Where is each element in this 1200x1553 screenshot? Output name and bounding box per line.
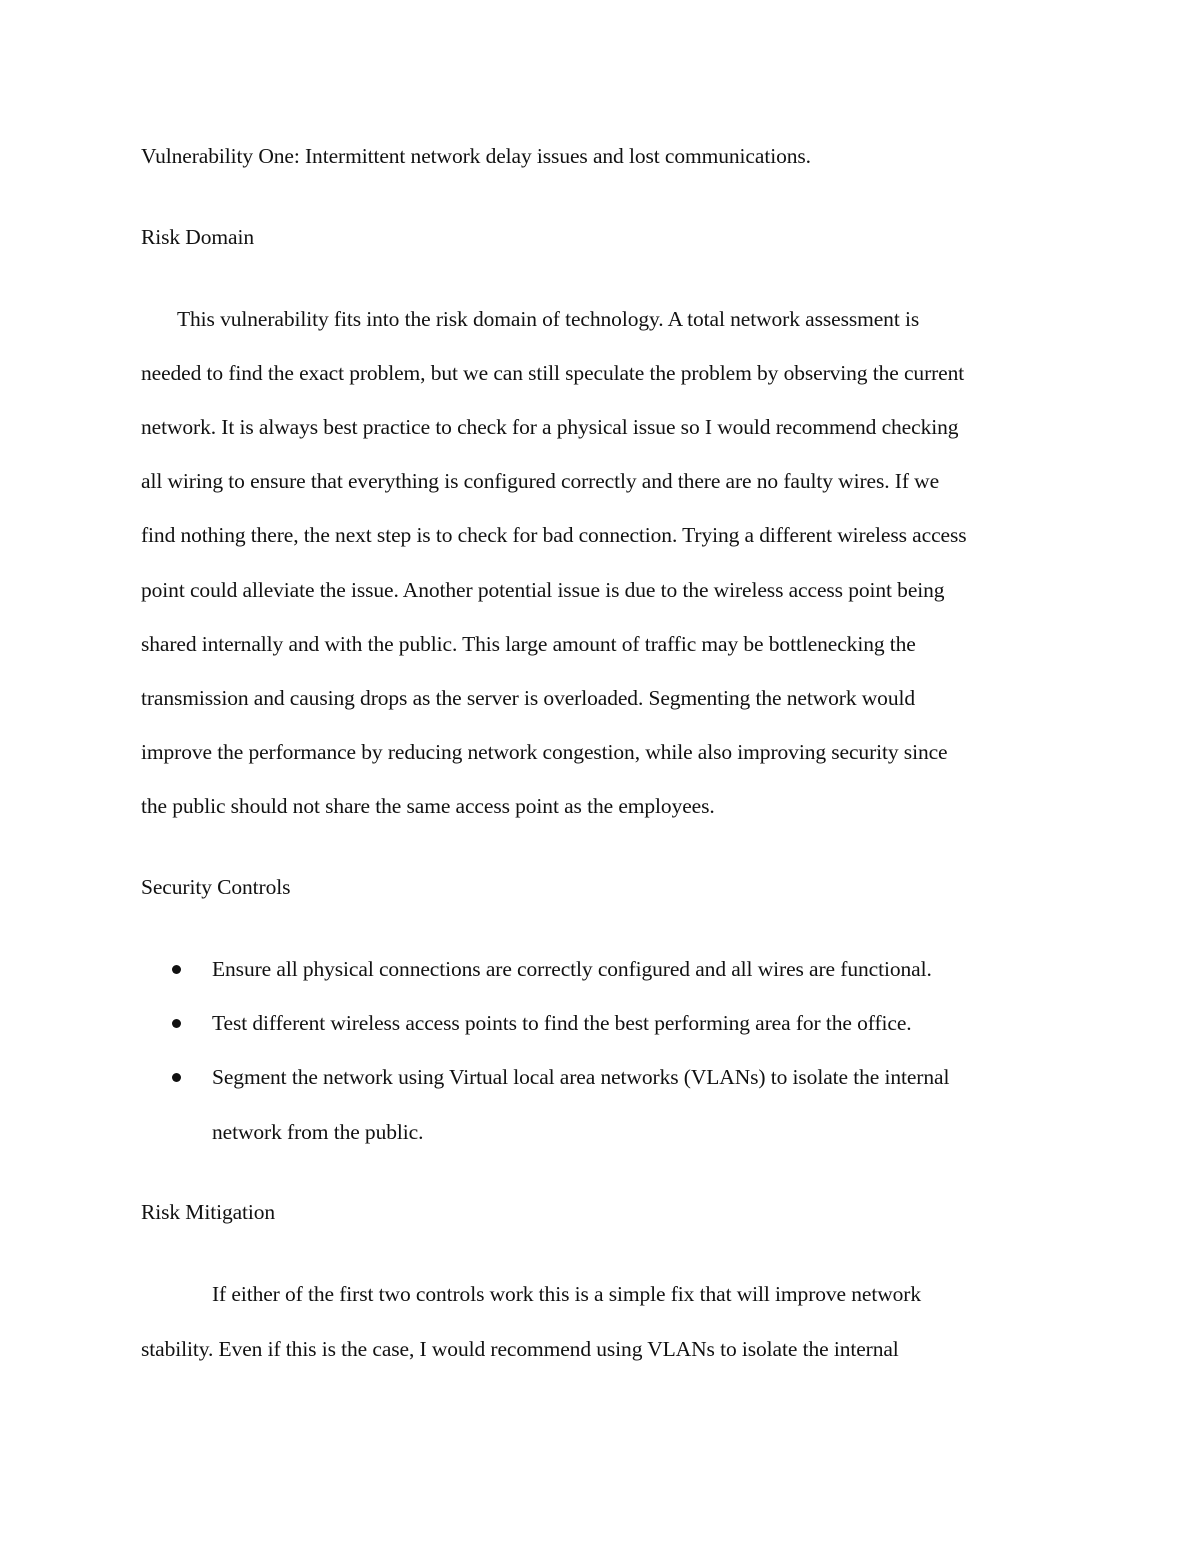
risk-mitigation-heading: Risk Mitigation [141,1200,276,1224]
list-item-text: Test different wireless access points to find the best performing area for the office. [212,1011,912,1035]
vulnerability-heading: Vulnerability One: Intermittent network delay issues and lost communications. [141,144,811,168]
paragraph-line: shared internally and with the public. This large amount of traffic may be bottlenecking the [141,632,916,656]
paragraph-line: point could alleviate the issue. Another potential issue is due to the wireless access point being [141,578,945,602]
paragraph-line: needed to find the exact problem, but we can still speculate the problem by observing the current [141,361,965,385]
risk-domain-heading: Risk Domain [141,225,254,249]
security-controls-heading: Security Controls [141,875,291,899]
paragraph-line: improve the performance by reducing network congestion, while also improving security since [141,740,948,764]
paragraph-line: This vulnerability fits into the risk domain of technology. A total network assessment is [177,307,920,331]
paragraph-line: the public should not share the same access point as the employees. [141,794,715,818]
paragraph-line: network. It is always best practice to check for a physical issue so I would recommend checking [141,415,959,439]
bullet-icon [172,1019,181,1028]
list-item-text: network from the public. [212,1120,424,1144]
paragraph-line: stability. Even if this is the case, I would recommend using VLANs to isolate the internal [141,1337,899,1361]
bullet-icon [172,1073,181,1082]
list-item-text: Ensure all physical connections are correctly configured and all wires are functional. [212,957,932,981]
paragraph-line: all wiring to ensure that everything is configured correctly and there are no faulty wires. If we [141,469,940,493]
bullet-icon [172,965,181,974]
paragraph-line: If either of the first two controls work this is a simple fix that will improve network [212,1282,922,1306]
paragraph-line: transmission and causing drops as the server is overloaded. Segmenting the network would [141,686,915,710]
list-item-text: Segment the network using Virtual local area networks (VLANs) to isolate the internal [212,1065,950,1089]
paragraph-line: find nothing there, the next step is to check for bad connection. Trying a different wireless access [141,523,967,547]
